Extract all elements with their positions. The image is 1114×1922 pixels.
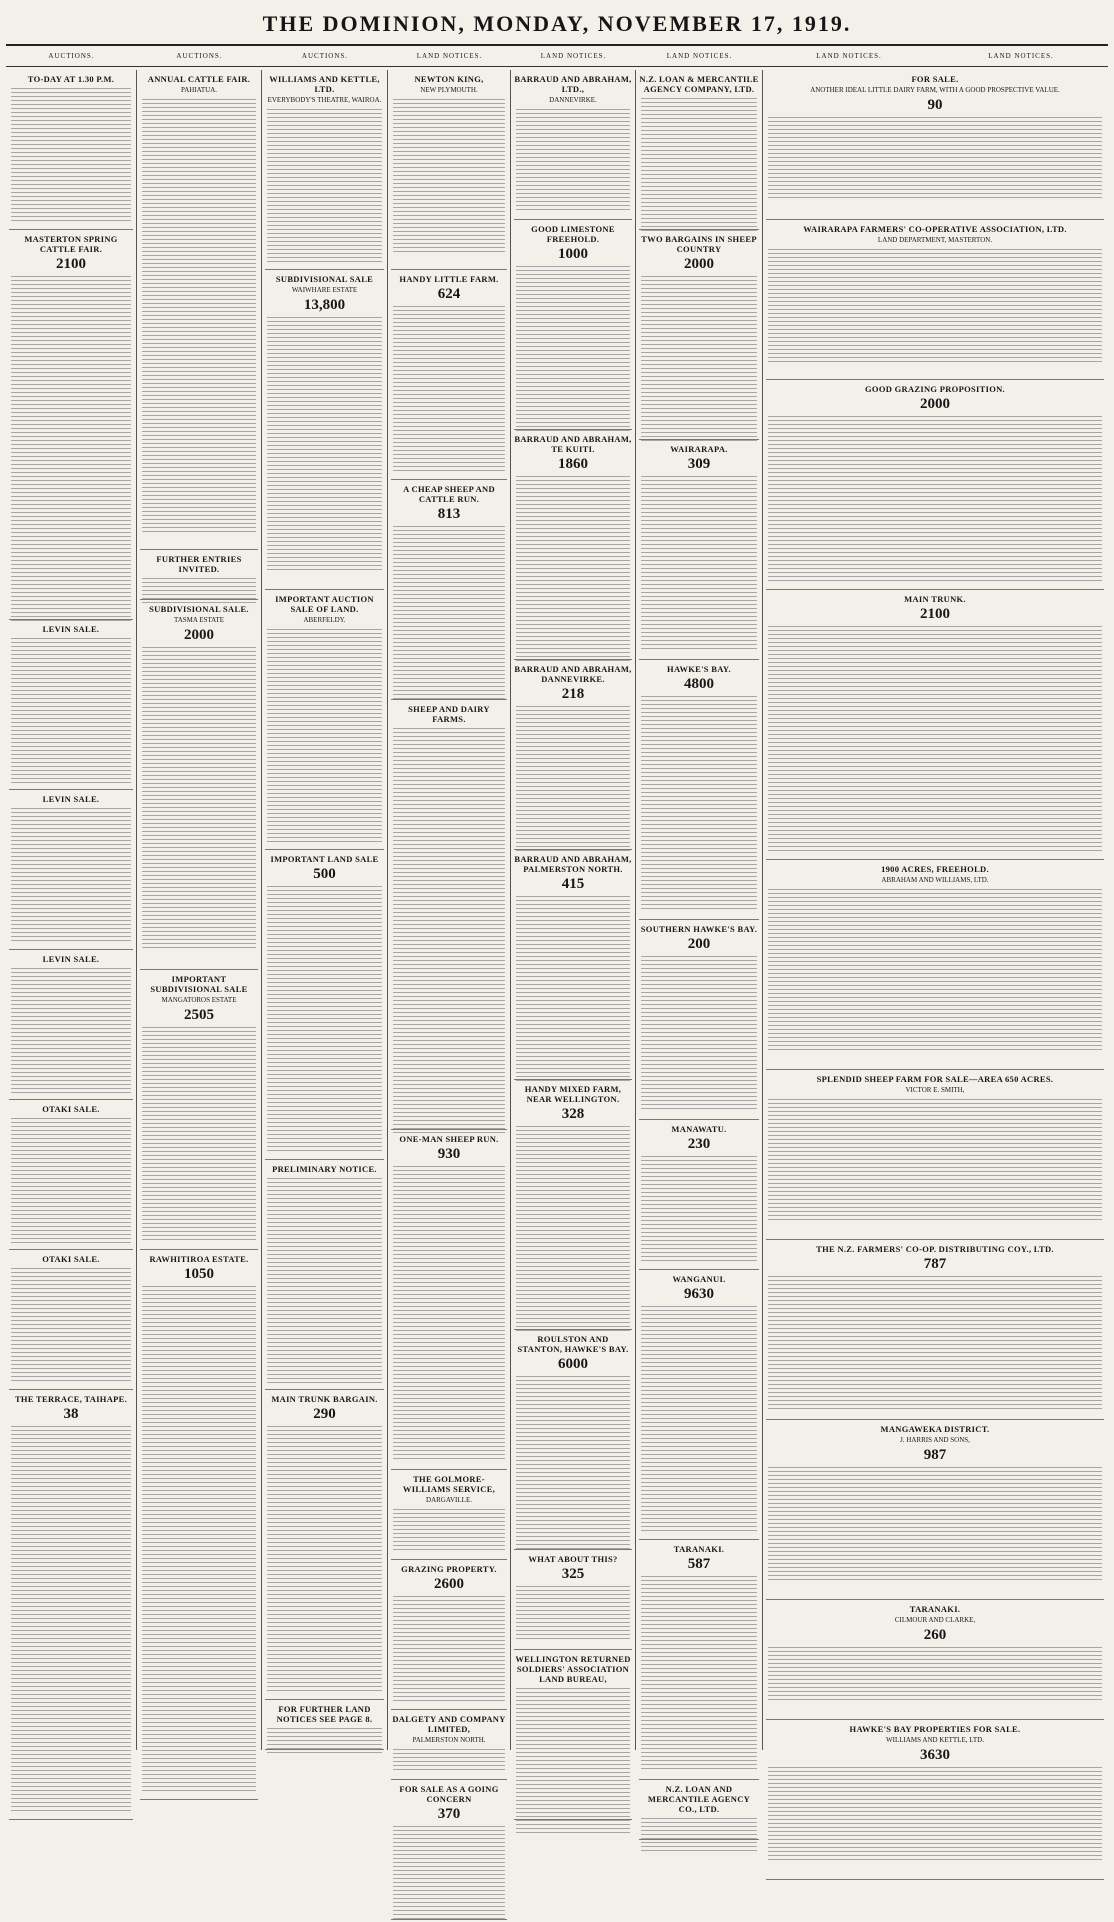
ad-body-text <box>641 476 757 652</box>
masthead: THE DOMINION, MONDAY, NOVEMBER 17, 1919. <box>262 11 852 36</box>
advertisement <box>9 620 133 790</box>
advertisement <box>639 440 759 660</box>
ad-title: SHEEP AND DAIRY FARMS. <box>408 704 490 724</box>
ad-body-text <box>641 1576 757 1772</box>
columns <box>6 70 1108 1822</box>
ad-body-text <box>768 1276 1102 1412</box>
column-head: AUCTIONS. <box>176 52 223 60</box>
ad-acreage-figure: 4800 <box>684 676 714 692</box>
ad-title: RAWHITIROA ESTATE. <box>149 1254 249 1264</box>
ad-body-text <box>641 1818 757 1854</box>
column-head: LAND NOTICES. <box>666 52 733 60</box>
ad-body-text <box>516 266 630 432</box>
ad-acreage-figure: 1860 <box>558 456 588 472</box>
ad-title: OTAKI SALE. <box>42 1104 100 1114</box>
ad-body-text <box>393 1166 505 1462</box>
advertisement <box>514 660 632 850</box>
advertisement <box>140 1250 258 1800</box>
ad-body-text <box>393 1749 505 1773</box>
ad-body-text <box>768 889 1102 1053</box>
column-3 <box>262 70 388 1750</box>
ad-body-text <box>267 1178 382 1384</box>
ad-body-text <box>142 1286 256 1792</box>
advertisement <box>514 70 632 220</box>
ad-body-text <box>11 638 131 784</box>
advertisement <box>391 1780 507 1920</box>
ad-body-text <box>142 1027 256 1241</box>
advertisement <box>514 1330 632 1550</box>
advertisement <box>9 1390 133 1820</box>
advertisement <box>639 1780 759 1840</box>
advertisement <box>391 700 507 1130</box>
ad-body-text <box>641 956 757 1112</box>
ad-title: LEVIN SALE. <box>42 624 100 634</box>
ad-title: WANGANUI. <box>672 1274 726 1284</box>
advertisement <box>391 1130 507 1470</box>
ad-body-text <box>11 1268 131 1384</box>
ad-acreage-figure: 500 <box>313 866 336 882</box>
ad-body-text <box>768 1647 1102 1701</box>
ad-acreage-figure: 1000 <box>558 246 588 262</box>
ad-title: BARRAUD AND ABRAHAM, LTD., <box>514 74 632 94</box>
ad-body-text <box>641 1306 757 1532</box>
advertisement <box>639 70 759 230</box>
ad-acreage-figure: 2100 <box>56 256 86 272</box>
column-head: LAND NOTICES. <box>540 52 607 60</box>
ad-title: GRAZING PROPERTY. <box>401 1564 497 1574</box>
ad-subtitle: WILLIAMS AND KETTLE, LTD. <box>886 1736 984 1744</box>
advertisement <box>766 1240 1104 1420</box>
ad-title: IMPORTANT AUCTION SALE OF LAND. <box>275 594 374 614</box>
ad-body-text <box>142 99 256 533</box>
ad-title: 1900 ACRES, FREEHOLD. <box>881 864 989 874</box>
ad-body-text <box>142 578 256 604</box>
ad-title: LEVIN SALE. <box>42 794 100 804</box>
ad-title: HAWKE'S BAY. <box>667 664 731 674</box>
advertisement <box>766 1420 1104 1600</box>
advertisement <box>514 430 632 660</box>
advertisement <box>9 950 133 1100</box>
ad-title: THE GOLMORE-WILLIAMS SERVICE, <box>402 1474 496 1494</box>
ad-subtitle: PAHIATUA. <box>180 86 218 94</box>
ad-title: TO-DAY AT 1.30 P.M. <box>27 74 115 84</box>
ad-acreage-figure: 260 <box>923 1627 947 1643</box>
ad-body-text <box>267 1426 382 1692</box>
ad-subtitle: MANGATOROS ESTATE <box>161 996 237 1004</box>
ad-body-text <box>393 306 505 472</box>
ad-title: WHAT ABOUT THIS? <box>528 1554 618 1564</box>
advertisement <box>766 1070 1104 1240</box>
ad-acreage-figure: 987 <box>923 1447 947 1463</box>
ad-subtitle: ANOTHER IDEAL LITTLE DAIRY FARM, WITH A GOOD PROSPECTIVE VALUE. <box>810 86 1060 94</box>
ad-acreage-figure: 2100 <box>920 606 950 622</box>
ad-subtitle: LAND DEPARTMENT, MASTERTON. <box>877 236 993 244</box>
ad-title: HAWKE'S BAY PROPERTIES FOR SALE. <box>849 1724 1021 1734</box>
advertisement <box>140 70 258 550</box>
ad-body-text <box>516 1688 630 1834</box>
column-1 <box>6 70 137 1750</box>
advertisement <box>265 1700 384 1750</box>
ad-title: N.Z. LOAN & MERCANTILE AGENCY COMPANY, LTD. <box>639 74 759 94</box>
ad-acreage-figure: 309 <box>687 456 711 472</box>
advertisement <box>766 70 1104 220</box>
ad-title: LEVIN SALE. <box>42 954 100 964</box>
ad-acreage-figure: 90 <box>927 97 943 113</box>
ad-acreage-figure: 328 <box>561 1106 585 1122</box>
ad-body-text <box>516 706 630 852</box>
ad-acreage-figure: 415 <box>561 876 585 892</box>
advertisement <box>766 590 1104 860</box>
advertisement <box>9 790 133 950</box>
ad-title: WILLIAMS AND KETTLE, LTD. <box>269 74 380 94</box>
ad-title: BARRAUD AND ABRAHAM, DANNEVIRKE. <box>514 664 632 684</box>
ad-acreage-figure: 13,800 <box>303 297 346 313</box>
ad-title: HANDY MIXED FARM, NEAR WELLINGTON. <box>524 1084 622 1104</box>
advertisement <box>9 1250 133 1390</box>
ad-body-text <box>267 1728 382 1754</box>
ad-body-text <box>641 276 757 442</box>
ad-title: MAIN TRUNK BARGAIN. <box>271 1394 378 1404</box>
ad-title: WAIRARAPA FARMERS' CO-OPERATIVE ASSOCIATION, LTD. <box>803 224 1067 234</box>
advertisement <box>766 1600 1104 1720</box>
ad-acreage-figure: 370 <box>437 1806 461 1822</box>
ad-subtitle: DANNEVIRKE. <box>549 96 597 104</box>
ad-body-text <box>267 317 382 571</box>
ad-body-text <box>768 117 1102 201</box>
ad-body-text <box>641 696 757 912</box>
advertisement <box>639 660 759 920</box>
ad-subtitle: NEW PLYMOUTH. <box>420 86 478 94</box>
ad-acreage-figure: 787 <box>923 1256 947 1272</box>
ad-body-text <box>768 626 1102 852</box>
ad-title: SPLENDID SHEEP FARM FOR SALE—AREA 650 ACRES. <box>816 1074 1054 1084</box>
column-5 <box>511 70 636 1750</box>
advertisement <box>265 1160 384 1390</box>
ad-subtitle: PALMERSTON NORTH. <box>412 1736 486 1744</box>
advertisement <box>9 1100 133 1250</box>
advertisement <box>766 220 1104 380</box>
advertisement <box>265 1390 384 1700</box>
column-head: LAND NOTICES. <box>988 52 1054 60</box>
ad-body-text <box>11 808 131 944</box>
masthead-rule <box>6 44 1108 46</box>
ad-title: NEWTON KING, <box>414 74 484 84</box>
ad-title: MANAWATU. <box>671 1124 727 1134</box>
column-head: LAND NOTICES. <box>416 52 483 60</box>
column-6 <box>636 70 763 1814</box>
ad-body-text <box>516 476 630 662</box>
ad-subtitle: J. HARRIS AND SONS, <box>900 1436 970 1444</box>
ad-body-text <box>142 647 256 951</box>
ad-acreage-figure: 1050 <box>184 1266 214 1282</box>
ad-title: SUBDIVISIONAL SALE. <box>149 604 249 614</box>
ad-title: ONE-MAN SHEEP RUN. <box>399 1134 499 1144</box>
ad-acreage-figure: 2000 <box>684 256 714 272</box>
ad-acreage-figure: 2000 <box>184 627 214 643</box>
ad-subtitle: CILMOUR AND CLARKE, <box>894 1616 976 1624</box>
ad-subtitle: ABRAHAM AND WILLIAMS, LTD. <box>881 876 989 884</box>
ad-body-text <box>267 109 382 263</box>
ad-body-text <box>11 1118 131 1244</box>
ad-acreage-figure: 2000 <box>920 396 950 412</box>
column-7 <box>763 70 1107 1763</box>
advertisement <box>391 70 507 270</box>
advertisement <box>639 1270 759 1540</box>
ad-acreage-figure: 230 <box>687 1136 711 1152</box>
ad-acreage-figure: 587 <box>687 1556 711 1572</box>
advertisement <box>766 860 1104 1070</box>
ad-title: BARRAUD AND ABRAHAM, PALMERSTON NORTH. <box>514 854 632 874</box>
ad-title: FOR FURTHER LAND NOTICES SEE PAGE 8. <box>276 1704 373 1724</box>
ad-body-text <box>11 968 131 1094</box>
advertisement <box>639 1120 759 1270</box>
advertisement <box>391 1710 507 1780</box>
ad-title: BARRAUD AND ABRAHAM, TE KUITI. <box>514 434 632 454</box>
ad-body-text <box>516 109 630 213</box>
ad-body-text <box>768 1467 1102 1581</box>
ad-body-text <box>641 98 757 234</box>
ad-body-text <box>768 249 1102 363</box>
ad-title: THE N.Z. FARMERS' CO-OP. DISTRIBUTING COY., LTD. <box>816 1244 1054 1254</box>
advertisement <box>639 1540 759 1780</box>
ad-title: ANNUAL CATTLE FAIR. <box>147 74 251 84</box>
ad-body-text <box>393 1826 505 1922</box>
ad-subtitle: VICTOR E. SMITH, <box>905 1086 965 1094</box>
ad-title: GOOD LIMESTONE FREEHOLD. <box>531 224 615 244</box>
ad-title: HANDY LITTLE FARM. <box>399 274 499 284</box>
advertisement <box>514 1080 632 1330</box>
advertisement <box>391 1560 507 1710</box>
ad-acreage-figure: 38 <box>63 1406 79 1422</box>
ad-title: MAIN TRUNK. <box>904 594 966 604</box>
column-2 <box>137 70 262 1750</box>
column-head: LAND NOTICES. <box>816 52 882 60</box>
ad-title: SUBDIVISIONAL SALE <box>275 274 374 284</box>
ad-body-text <box>768 1099 1102 1223</box>
ad-title: A CHEAP SHEEP AND CATTLE RUN. <box>403 484 495 504</box>
ad-title: PRELIMINARY NOTICE. <box>272 1164 377 1174</box>
advertisement <box>514 220 632 430</box>
ad-body-text <box>11 88 131 224</box>
column-head: AUCTIONS. <box>301 52 349 60</box>
ad-title: IMPORTANT LAND SALE <box>270 854 379 864</box>
ad-body-text <box>393 99 505 253</box>
column-heads <box>6 52 1108 60</box>
ad-acreage-figure: 3630 <box>920 1747 950 1763</box>
ad-body-text <box>267 886 382 1152</box>
advertisement <box>140 600 258 970</box>
ad-title: TARANAKI. <box>673 1544 725 1554</box>
ad-acreage-figure: 2600 <box>434 1576 464 1592</box>
ad-title: THE TERRACE, TAIHAPE. <box>14 1394 128 1404</box>
ad-acreage-figure: 624 <box>437 286 461 302</box>
ad-body-text <box>11 276 131 622</box>
ad-subtitle: ABERFELDY. <box>303 616 346 624</box>
advertisement <box>514 1650 632 1820</box>
advertisement <box>391 480 507 700</box>
ad-body-text <box>393 1596 505 1702</box>
ad-title: ROULSTON AND STANTON, HAWKE'S BAY. <box>517 1334 629 1354</box>
advertisement <box>391 270 507 480</box>
advertisement <box>265 850 384 1160</box>
ad-title: DALGETY AND COMPANY LIMITED, <box>392 1714 506 1734</box>
ad-acreage-figure: 813 <box>437 506 461 522</box>
ad-acreage-figure: 930 <box>437 1146 461 1162</box>
ad-title: FURTHER ENTRIES INVITED. <box>156 554 242 574</box>
ad-acreage-figure: 9630 <box>684 1286 714 1302</box>
ad-title: IMPORTANT SUBDIVISIONAL SALE <box>150 974 248 994</box>
ad-subtitle: DARGAVILLE. <box>426 1496 472 1504</box>
advertisement <box>265 70 384 270</box>
ad-title: TWO BARGAINS IN SHEEP COUNTRY <box>641 234 757 254</box>
advertisement <box>265 590 384 850</box>
advertisement <box>391 1470 507 1560</box>
ad-title: TARANAKI. <box>909 1604 961 1614</box>
ad-acreage-figure: 218 <box>561 686 585 702</box>
advertisement <box>639 920 759 1120</box>
ad-body-text <box>393 728 505 1134</box>
advertisement <box>514 1550 632 1650</box>
ad-title: WELLINGTON RETURNED SOLDIERS' ASSOCIATION LAND BUREAU, <box>515 1654 631 1684</box>
ad-title: MANGAWEKA DISTRICT. <box>880 1424 990 1434</box>
advertisement <box>9 70 133 230</box>
ad-acreage-figure: 6000 <box>558 1356 588 1372</box>
advertisement <box>140 970 258 1250</box>
ad-title: N.Z. LOAN AND MERCANTILE AGENCY CO., LTD. <box>647 1784 751 1814</box>
column-head: AUCTIONS. <box>48 52 95 60</box>
ad-body-text <box>393 1509 505 1553</box>
advertisement <box>9 230 133 620</box>
ad-title: FOR SALE AS A GOING CONCERN <box>399 1784 499 1804</box>
ad-body-text <box>11 1426 131 1812</box>
advertisement <box>265 270 384 590</box>
ad-subtitle: EVERYBODY'S THEATRE, WAIROA. <box>267 96 382 104</box>
ad-subtitle: TASMA ESTATE <box>173 616 225 624</box>
ad-body-text <box>267 629 382 843</box>
ad-subtitle: WAIWHARE ESTATE <box>291 286 358 294</box>
advertisement <box>140 550 258 600</box>
column-4 <box>388 70 511 1822</box>
ad-body-text <box>516 896 630 1082</box>
advertisement <box>766 380 1104 590</box>
ad-body-text <box>516 1586 630 1642</box>
ad-title: WAIRARAPA. <box>670 444 728 454</box>
ad-title: MASTERTON SPRING CATTLE FAIR. <box>24 234 118 254</box>
ad-acreage-figure: 290 <box>313 1406 336 1422</box>
advertisement <box>766 1720 1104 1880</box>
ad-body-text <box>516 1126 630 1332</box>
advertisement <box>639 230 759 440</box>
advertisement <box>514 850 632 1080</box>
ad-title: OTAKI SALE. <box>42 1254 100 1264</box>
ad-body-text <box>393 526 505 702</box>
ad-title: FOR SALE. <box>911 74 959 84</box>
ad-body-text <box>768 416 1102 582</box>
ad-title: SOUTHERN HAWKE'S BAY. <box>640 924 758 934</box>
column-head-rule <box>6 66 1108 67</box>
ad-acreage-figure: 325 <box>561 1566 585 1582</box>
ad-acreage-figure: 2505 <box>184 1007 214 1023</box>
ad-title: GOOD GRAZING PROPOSITION. <box>865 384 1005 394</box>
ad-body-text <box>641 1156 757 1262</box>
ad-acreage-figure: 200 <box>687 936 711 952</box>
ad-body-text <box>768 1767 1102 1861</box>
ad-body-text <box>516 1376 630 1552</box>
